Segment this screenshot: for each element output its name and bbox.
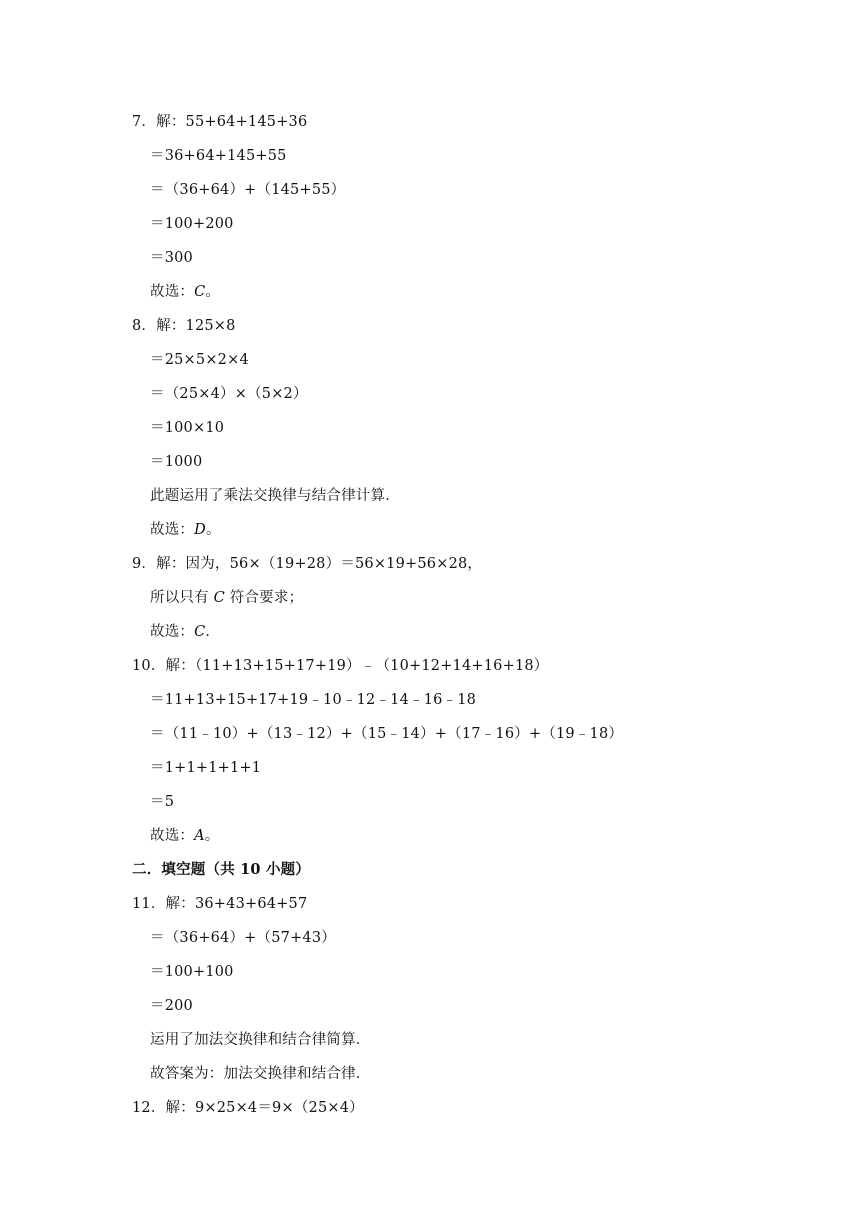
q9-answer [150,623,220,641]
answer-prefix: 故选： [150,522,195,538]
answer-option: C [194,284,206,300]
answer-suffix: 。 [204,828,220,844]
answer-option: A [194,828,205,844]
q8-answer [150,521,221,539]
q7-heading: 7．解：55+64+145+36 [132,114,308,130]
q7-step-3: ＝100+200 [150,216,234,232]
q10-step-2: ＝（11﹣10）+（13﹣12）+（15﹣14）+（17﹣16）+（19﹣18） [150,726,624,742]
q9-heading: 9．解：因为，56×（19+28）＝56×19+56×28， [132,556,483,572]
q11-step-3: ＝200 [150,998,193,1014]
q7-answer [150,283,220,301]
answer-suffix: ． [205,624,221,640]
q10-step-1: ＝11+13+15+17+19﹣10﹣12﹣14﹣16﹣18 [150,692,477,708]
q9-suffix: 符合要求； [224,590,304,606]
q10-answer [150,827,219,845]
q11-heading: 11．解：36+43+64+57 [132,896,308,912]
answer-option: C [194,624,206,640]
q10-heading: 10．解：（11+13+15+17+19）﹣（10+12+14+16+18） [132,658,549,674]
q9-option: C [213,590,225,606]
q11-answer: 故答案为：加法交换律和结合律． [150,1066,371,1082]
answer-prefix: 故选： [150,624,195,640]
q11-step-1: ＝（36+64）+（57+43） [150,930,336,946]
q10-step-3: ＝1+1+1+1+1 [150,760,262,776]
answer-option: D [194,522,206,538]
q11-step-2: ＝100+100 [150,964,234,980]
answer-suffix: 。 [205,284,221,300]
q9-step-1 [150,589,303,607]
q12-heading: 12．解：9×25×4＝9×（25×4） [132,1100,364,1116]
q8-heading: 8．解：125×8 [132,318,236,334]
q7-step-4: ＝300 [150,250,193,266]
q8-step-1: ＝25×5×2×4 [150,352,249,368]
q9-prefix: 所以只有 [150,590,214,606]
answer-suffix: 。 [205,522,221,538]
q7-step-1: ＝36+64+145+55 [150,148,287,164]
answer-prefix: 故选： [150,284,195,300]
q10-step-4: ＝5 [150,794,175,810]
q8-step-3: ＝100×10 [150,420,225,436]
section-heading-fill-blank: 二．填空题（共 10 小题） [132,861,311,878]
q8-step-2: ＝（25×4）×（5×2） [150,386,308,402]
q11-note: 运用了加法交换律和结合律简算． [150,1032,371,1048]
q8-note: 此题运用了乘法交换律与结合律计算． [150,488,400,504]
answer-prefix: 故选： [150,828,195,844]
q8-step-4: ＝1000 [150,454,203,470]
q7-step-2: ＝（36+64）+（145+55） [150,182,346,198]
